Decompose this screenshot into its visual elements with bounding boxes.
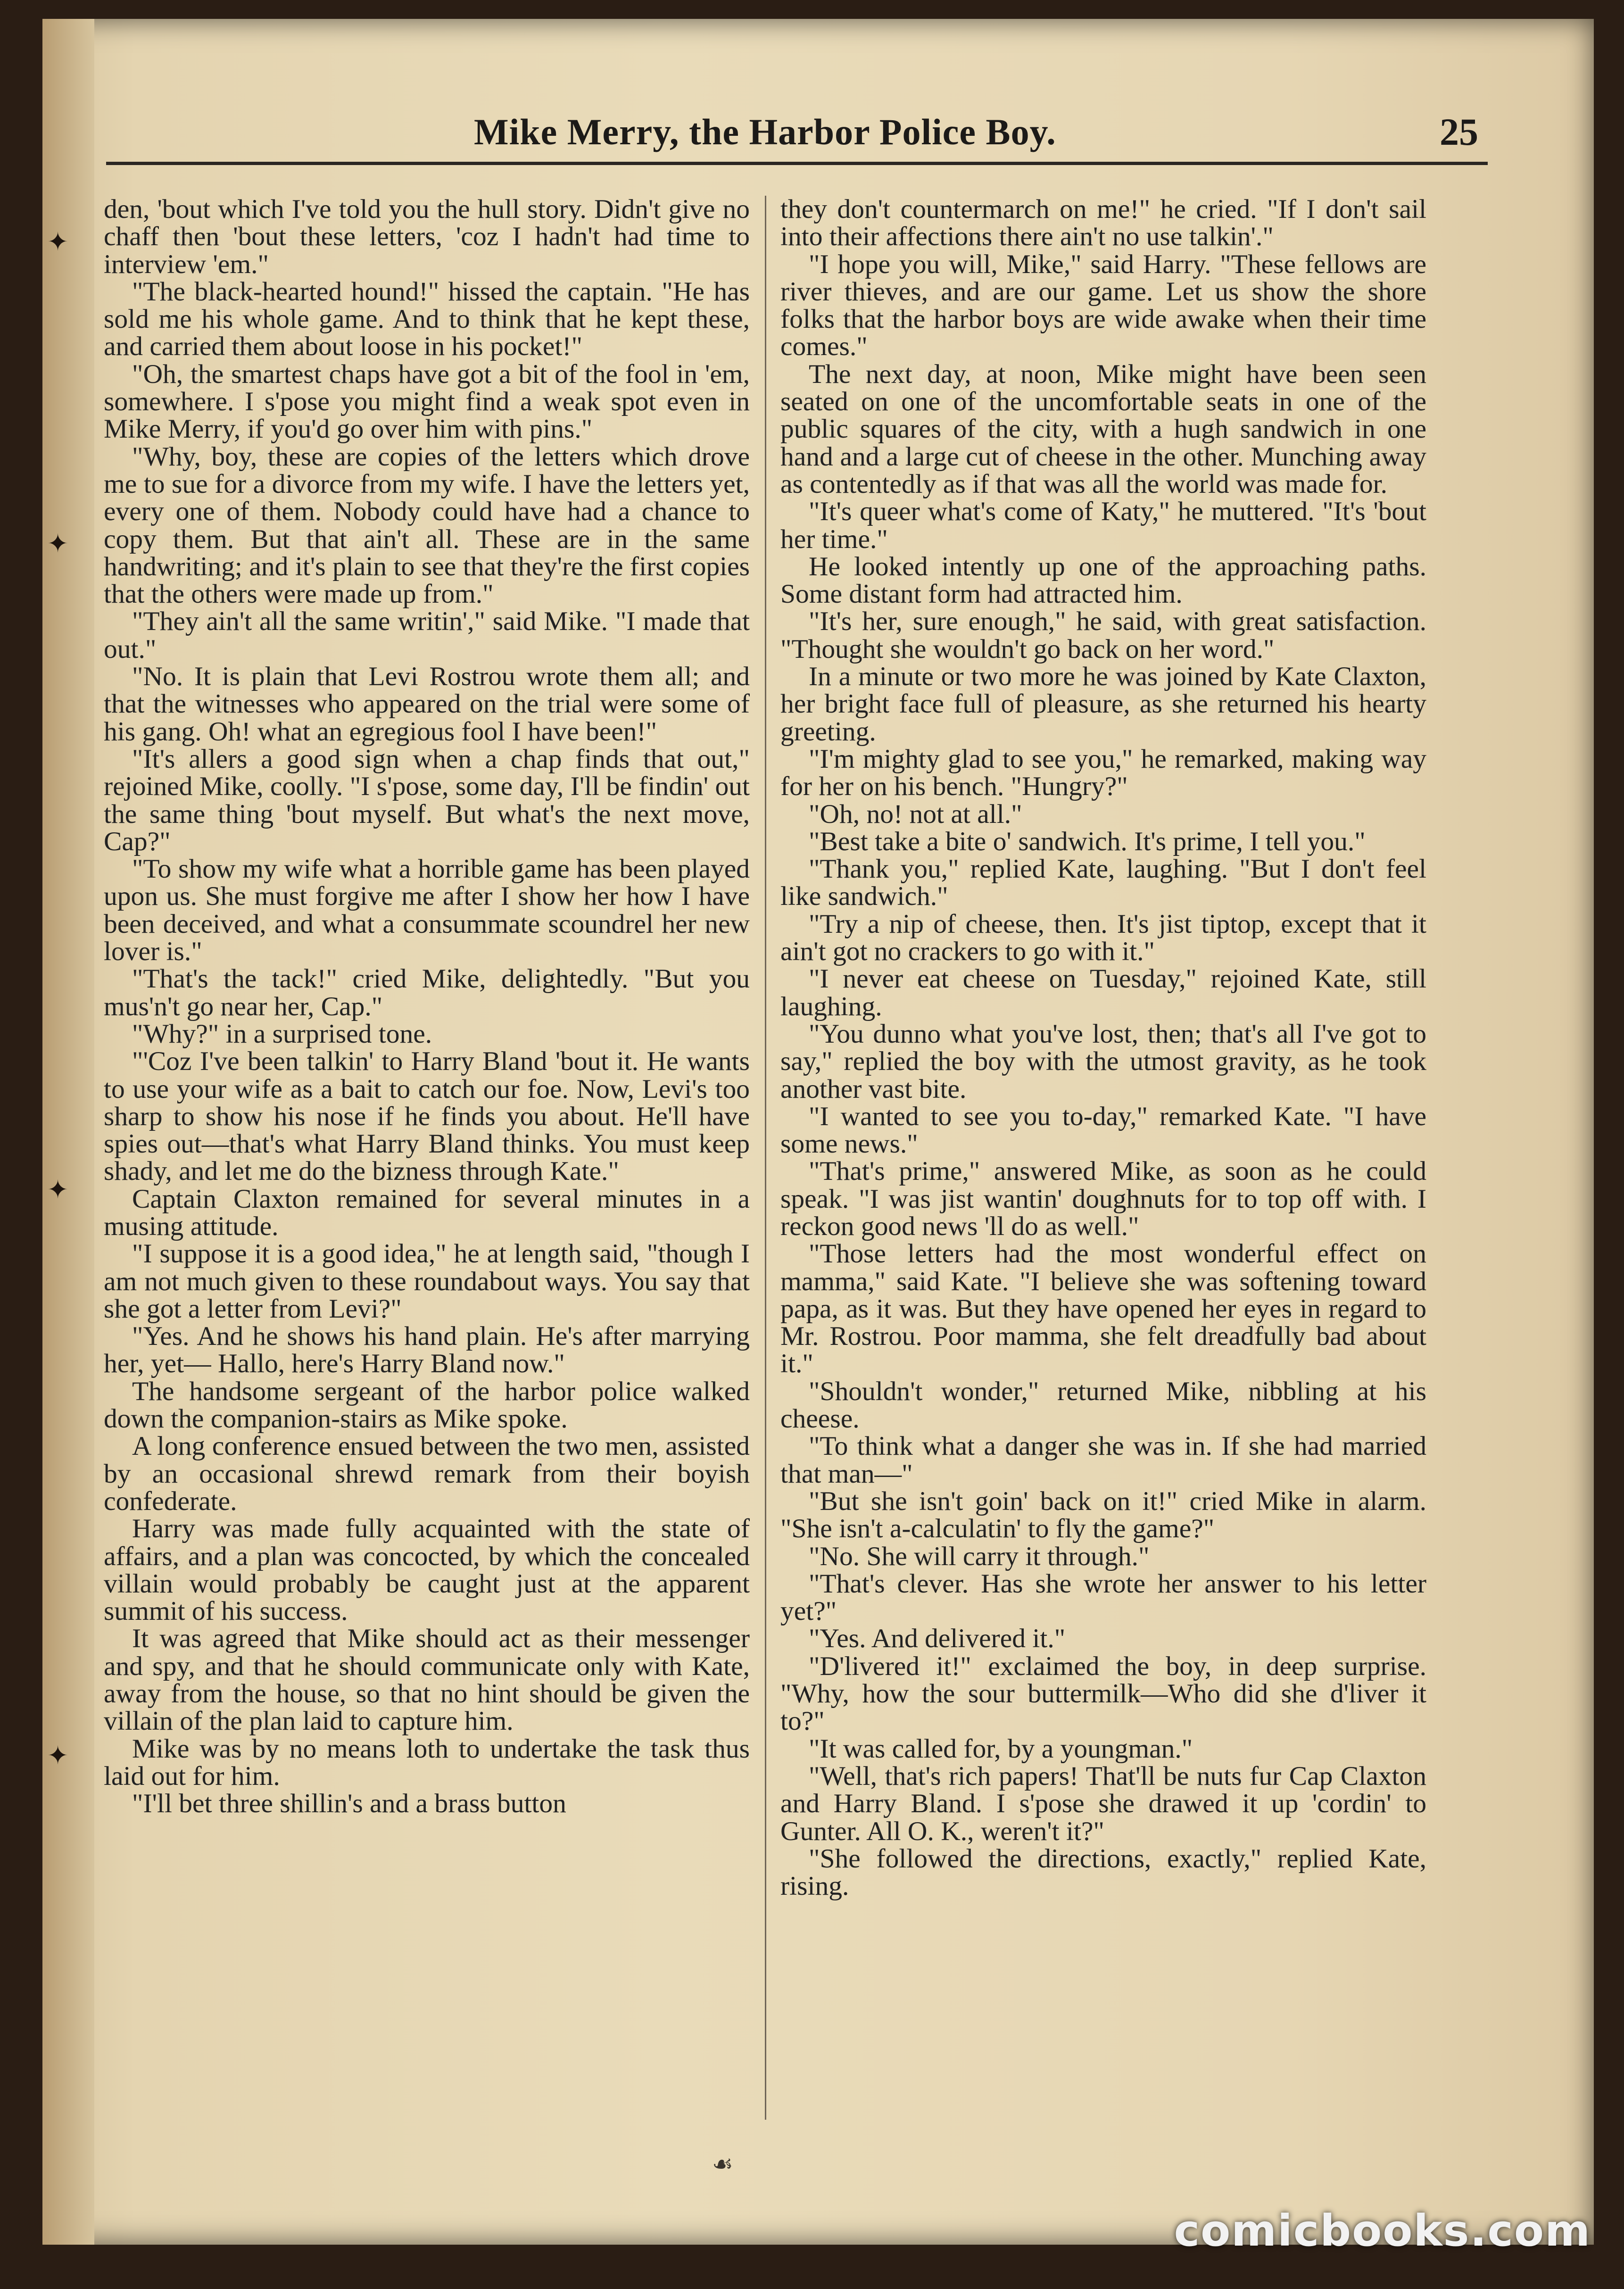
paragraph: "I'm mighty glad to see you," he remarked, making way for her on his bench. "Hungry?" <box>780 744 1426 802</box>
paragraph: "It's allers a good sign when a chap finds that out," rejoined Mike, coolly. "I s'pose, some day, I'll be findin' out the same thing 'bout myself. But what's the next move, Cap?" <box>104 744 750 856</box>
staple-hole-3: ✦ <box>47 1176 69 1204</box>
paragraph: "They ain't all the same writin'," said Mike. "I made that out." <box>104 606 750 664</box>
paragraph: The handsome sergeant of the harbor police walked down the companion-stairs as Mike spoke. <box>104 1376 750 1434</box>
paragraph: "Yes. And he shows his hand plain. He's after marrying her, yet— Hallo, here's Harry Bland now." <box>104 1321 750 1379</box>
paragraph: "I hope you will, Mike," said Harry. "These fellows are river thieves, and are our game. Let us show the shore folks that the harbor boys are wide awake when their time comes." <box>780 249 1426 362</box>
paragraph: Captain Claxton remained for several minutes in a musing attitude. <box>104 1184 750 1241</box>
paragraph: "Those letters had the most wonderful effect on mamma," said Kate. "I believe she was softening toward papa, as it was. But they have opened her eyes in regard to Mr. Rostrou. Poor mamma, she felt dreadfully bad about it." <box>780 1239 1426 1379</box>
paragraph: "I wanted to see you to-day," remarked Kate. "I have some news." <box>780 1101 1426 1159</box>
paragraph: "Well, that's rich papers! That'll be nuts fur Cap Claxton and Harry Bland. I s'pose she drawed it up 'cordin' to Gunter. All O. K., weren't it?" <box>780 1761 1426 1846</box>
paragraph: "It's queer what's come of Katy," he muttered. "It's 'bout her time." <box>780 497 1426 554</box>
paragraph: "Why?" in a surprised tone. <box>132 1019 432 1049</box>
paragraph: The next day, at noon, Mike might have been seen seated on one of the uncomfortable seats in one of the public squares of the city, with a hugh sandwich in one hand and a large cut of cheese in the other. Munching away as contentedly as if that was all the world was made for. <box>780 359 1426 499</box>
paragraph: "That's the tack!" cried Mike, delightedly. "But you mus'n't go near her, Cap." <box>104 964 750 1021</box>
paragraph: "'Coz I've been talkin' to Harry Bland 'bout it. He wants to use your wife as a bait to catch our foe. Now, Levi's too sharp to show his nose if he finds you about. He'll have spies out—that's what Harry Bland thinks. You must keep shady, and let me do the bizness through Kate." <box>104 1046 750 1186</box>
paragraph: "She followed the directions, exactly," replied Kate, rising. <box>780 1843 1426 1901</box>
paragraph: "Shouldn't wonder," returned Mike, nibbling at his cheese. <box>780 1376 1426 1434</box>
staple-hole-4: ✦ <box>47 1742 69 1770</box>
paragraph: "Why, boy, these are copies of the letters which drove me to sue for a divorce from my wife. I have the letters yet, every one of them. Nobody could have had a chance to copy them. But that ain't all. These are in the same handwriting; and it's plain to see that they're the first copies that the others were made up from." <box>104 441 750 609</box>
paragraph: "I'll bet three shillin's and a brass button <box>132 1789 566 1819</box>
paragraph: den, 'bout which I've told you the hull story. Didn't give no chaff then 'bout these letters, 'coz I hadn't had time to interview 'em." <box>104 194 750 279</box>
staple-hole-1: ✦ <box>47 228 69 256</box>
paragraph: "I never eat cheese on Tuesday," rejoined Kate, still laughing. <box>780 964 1426 1021</box>
paragraph: "I suppose it is a good idea," he at length said, "though I am not much given to these roundabout ways. You say that she got a letter from Levi?" <box>104 1239 750 1324</box>
paragraph: "The black-hearted hound!" hissed the captain. "He has sold me his whole game. And to think that he kept these, and carried them about loose in his pocket!" <box>104 276 750 362</box>
paragraph: A long conference ensued between the two men, assisted by an occasional shrewd remark from their boyish confederate. <box>104 1431 750 1516</box>
paragraph: "But she isn't goin' back on it!" cried Mike in alarm. "She isn't a-calculatin' to fly the game?" <box>780 1486 1426 1544</box>
paragraph: "Oh, no! not at all." <box>809 799 1022 829</box>
paragraph: "To think what a danger she was in. If she had married that man—" <box>780 1431 1426 1489</box>
paragraph: Mike was by no means loth to undertake the task thus laid out for him. <box>104 1733 750 1791</box>
paragraph: "Best take a bite o' sandwich. It's prime, I tell you." <box>809 826 1366 856</box>
paragraph: "It's her, sure enough," he said, with great satisfaction. "Thought she wouldn't go back on her word." <box>780 606 1426 664</box>
paragraph: "To show my wife what a horrible game has been played upon us. She must forgive me after I show her how I have been deceived, and what a consummate scoundrel her new lover is." <box>104 854 750 967</box>
paragraph: "Thank you," replied Kate, laughing. "But I don't feel like sandwich." <box>780 854 1426 912</box>
paragraph: Harry was made fully acquainted with the state of affairs, and a plan was concocted, by which the concealed villain would probably be caught just at the apparent summit of his success. <box>104 1514 750 1626</box>
paragraph: they don't countermarch on me!" he cried. "If I don't sail into their affections there ain't no use talkin'." <box>780 194 1426 252</box>
paragraph: "D'livered it!" exclaimed the boy, in deep surprise. "Why, how the sour buttermilk—Who did she d'liver it to?" <box>780 1651 1426 1736</box>
staple-hole-2: ✦ <box>47 530 69 558</box>
paragraph: "Oh, the smartest chaps have got a bit of the fool in 'em, somewhere. I s'pose you might find a weak spot even in Mike Merry, if you'd go over him with pins." <box>104 359 750 444</box>
site-watermark: comicbooks.com <box>1174 2206 1591 2256</box>
page-number: 25 <box>1440 110 1478 153</box>
header-rule <box>106 162 1488 165</box>
paragraph: He looked intently up one of the approaching paths. Some distant form had attracted him. <box>780 551 1426 609</box>
paragraph: "No. It is plain that Levi Rostrou wrote them all; and that the witnesses who appeared on the trial were some of his gang. Oh! what an egregious fool I have been!" <box>104 662 750 746</box>
column-divider <box>765 196 766 2120</box>
page-header <box>106 87 1488 167</box>
paragraph: In a minute or two more he was joined by Kate Claxton, her bright face full of pleasure, as she returned his hearty greeting. <box>780 662 1426 746</box>
right-text-column <box>780 196 1426 2153</box>
paragraph: "Yes. And delivered it." <box>809 1624 1066 1654</box>
paragraph: "Try a nip of cheese, then. It's jist tiptop, except that it ain't got no crackers to go with it." <box>780 909 1426 967</box>
binding-gutter <box>42 19 94 2245</box>
footer-ornament: ☙ <box>712 2151 733 2177</box>
paragraph: "It was called for, by a youngman." <box>809 1733 1193 1764</box>
paragraph: "That's clever. Has she wrote her answer to his letter yet?" <box>780 1568 1426 1626</box>
paragraph: "No. She will carry it through." <box>809 1541 1150 1571</box>
left-text-column <box>104 196 750 2153</box>
running-title: Mike Merry, the Harbor Police Boy. <box>474 111 1056 152</box>
paragraph: "That's prime," answered Mike, as soon as he could speak. "I was jist wantin' doughnuts for to top off with. I reckon good news 'll do as well." <box>780 1156 1426 1241</box>
paragraph: "You dunno what you've lost, then; that's all I've got to say," replied the boy with the utmost gravity, as he took another vast bite. <box>780 1019 1426 1104</box>
paragraph: It was agreed that Mike should act as their messenger and spy, and that he should communicate only with Kate, away from the house, so that no hint should be given the villain of the plan laid to capture him. <box>104 1624 750 1736</box>
